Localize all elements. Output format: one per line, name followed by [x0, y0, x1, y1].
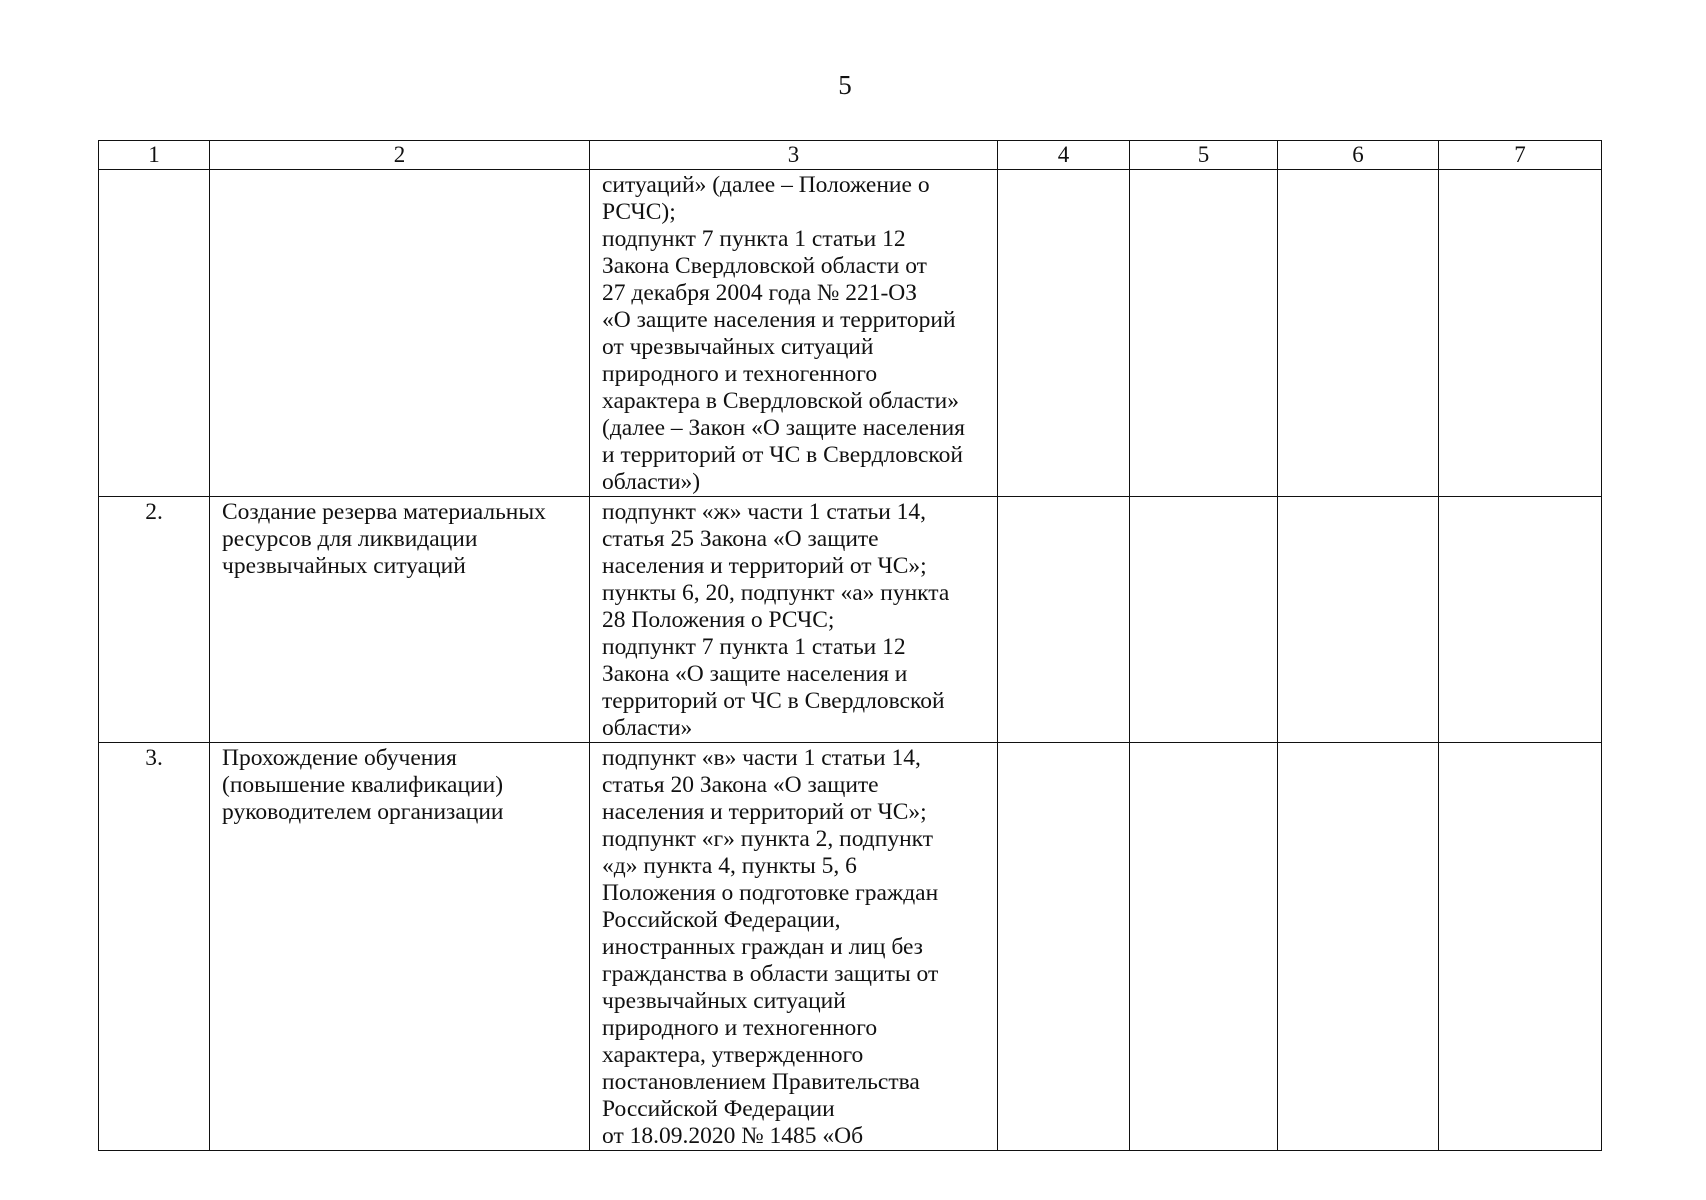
- text-line: области»: [602, 715, 693, 741]
- text-line: чрезвычайных ситуаций: [222, 553, 466, 579]
- empty-cell-5: [1130, 743, 1278, 1151]
- text-line: руководителем организации: [222, 799, 504, 825]
- empty-cell-6: [1278, 743, 1439, 1151]
- text-line: населения и территорий от ЧС»;: [602, 553, 927, 579]
- text-line: характера, утвержденного: [602, 1042, 864, 1068]
- text-line: статья 20 Закона «О защите: [602, 772, 879, 798]
- empty-cell-4: [998, 497, 1130, 743]
- text-line: 27 декабря 2004 года № 221-ОЗ: [602, 280, 918, 306]
- table-header-row: [99, 141, 1602, 170]
- column-header-6: 6: [1278, 141, 1439, 170]
- text-line: от 18.09.2020 № 1485 «Об: [602, 1123, 864, 1149]
- empty-cell-4: [998, 170, 1130, 497]
- text-line: Закона «О защите населения и: [602, 661, 908, 687]
- legal-basis-cell: [590, 743, 998, 1151]
- text-line: Российской Федерации,: [602, 907, 841, 933]
- text-line: природного и техногенного: [602, 1015, 878, 1041]
- text-line: статья 25 Закона «О защите: [602, 526, 879, 552]
- table-row: [99, 497, 1602, 743]
- text-line: «д» пункта 4, пункты 5, 6: [602, 853, 857, 879]
- text-line: пункты 6, 20, подпункт «а» пункта: [602, 580, 950, 606]
- text-line: чрезвычайных ситуаций: [602, 988, 846, 1014]
- text-line: характера в Свердловской области»: [602, 388, 959, 414]
- text-line: территорий от ЧС в Свердловской: [602, 688, 945, 714]
- page-number: 5: [838, 70, 852, 100]
- empty-cell-7: [1439, 497, 1602, 743]
- empty-cell-5: [1130, 170, 1278, 497]
- text-line: иностранных граждан и лиц без: [602, 934, 923, 960]
- table-row: [99, 743, 1602, 1151]
- text-line: Положения о подготовке граждан: [602, 880, 939, 906]
- text-line: постановлением Правительства: [602, 1069, 920, 1095]
- legal-basis-cell: [590, 170, 998, 497]
- text-line: подпункт «ж» части 1 статьи 14,: [602, 499, 927, 525]
- measure-name-cell: [210, 743, 590, 1151]
- text-line: (далее – Закон «О защите населения: [602, 415, 965, 441]
- empty-cell-7: [1439, 743, 1602, 1151]
- empty-cell-6: [1278, 497, 1439, 743]
- row-number-cell: 3.: [99, 743, 210, 1151]
- text-line: области»): [602, 469, 701, 495]
- text-line: 28 Положения о РСЧС;: [602, 607, 835, 633]
- row-number-cell: [99, 170, 210, 497]
- text-line: (повышение квалификации): [222, 772, 504, 798]
- text-line: Прохождение обучения: [222, 745, 457, 771]
- row-number-cell: 2.: [99, 497, 210, 743]
- text-line: подпункт 7 пункта 1 статьи 12: [602, 226, 906, 252]
- requirements-table: [98, 140, 1602, 1151]
- column-header-4: 4: [998, 141, 1130, 170]
- empty-cell-7: [1439, 170, 1602, 497]
- text-line: ресурсов для ликвидации: [222, 526, 478, 552]
- text-line: РСЧС);: [602, 199, 676, 225]
- text-line: Закона Свердловской области от: [602, 253, 927, 279]
- measure-name-cell: [210, 497, 590, 743]
- text-line: гражданства в области защиты от: [602, 961, 939, 987]
- text-line: и территорий от ЧС в Свердловской: [602, 442, 963, 468]
- legal-basis-cell: [590, 497, 998, 743]
- empty-cell-4: [998, 743, 1130, 1151]
- table-row: [99, 170, 1602, 497]
- text-line: ситуаций» (далее – Положение о: [602, 172, 930, 198]
- column-header-1: 1: [99, 141, 210, 170]
- text-line: населения и территорий от ЧС»;: [602, 799, 927, 825]
- column-header-5: 5: [1130, 141, 1278, 170]
- text-line: подпункт 7 пункта 1 статьи 12: [602, 634, 906, 660]
- text-line: Создание резерва материальных: [222, 499, 546, 525]
- empty-cell-6: [1278, 170, 1439, 497]
- column-header-3: 3: [590, 141, 998, 170]
- column-header-2: 2: [210, 141, 590, 170]
- text-line: подпункт «г» пункта 2, подпункт: [602, 826, 934, 852]
- text-line: подпункт «в» части 1 статьи 14,: [602, 745, 921, 771]
- text-line: от чрезвычайных ситуаций: [602, 334, 874, 360]
- empty-cell-5: [1130, 497, 1278, 743]
- column-header-7: 7: [1439, 141, 1602, 170]
- text-line: Российской Федерации: [602, 1096, 835, 1122]
- text-line: природного и техногенного: [602, 361, 878, 387]
- text-line: «О защите населения и территорий: [602, 307, 956, 333]
- measure-name-cell: [210, 170, 590, 497]
